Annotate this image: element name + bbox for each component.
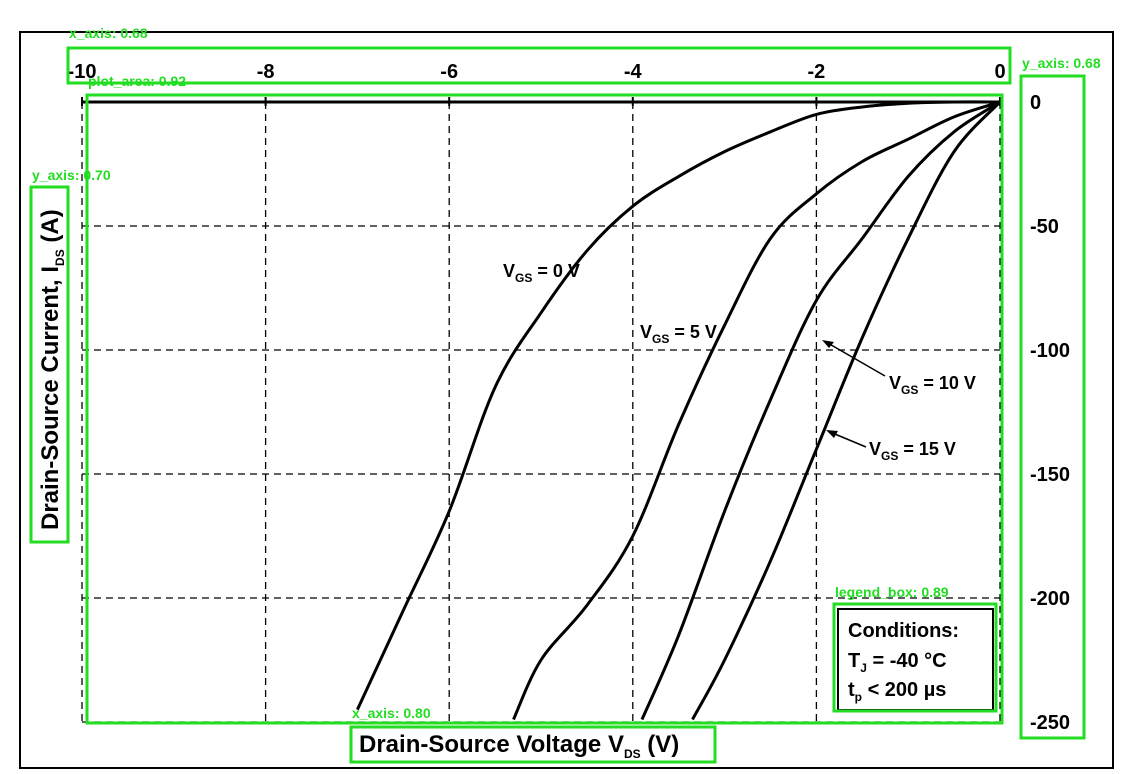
x-tick-label-1: -8: [256, 61, 275, 83]
arrow-vgs-10: [826, 342, 885, 376]
curve-labels: [503, 261, 976, 463]
x-tick-label-0: -10: [67, 61, 97, 83]
label-vgs-15: $V_{GS} = 15$ V: [869, 439, 956, 463]
x-axis-title: Drain-Source Voltage $V_{DS}$ (V): [359, 731, 680, 761]
x-tick-label-5: 0: [994, 61, 1006, 83]
det-label-3: y_axis: 0.70: [32, 167, 111, 183]
y-tick-label-2: -100: [1030, 340, 1071, 362]
label-vgs-0: $V_{GS} = 0$ V: [503, 261, 580, 285]
legend-box: [838, 609, 993, 710]
det-box-x-axis-top: [68, 48, 1010, 83]
legend-line-1: $T_J = -40$ °C: [848, 650, 947, 675]
det-label-0: x_axis: 0.68: [69, 25, 148, 41]
legend-line-2: $t_p < 200$ µs: [848, 679, 947, 704]
x-tick-label-2: -6: [440, 61, 459, 83]
det-label-5: x_axis: 0.80: [352, 705, 431, 721]
det-box-y-axis-right: [1021, 76, 1084, 738]
x-tick-label-4: -2: [807, 61, 826, 83]
arrowhead-vgs-15: [826, 430, 838, 438]
y-axis-title: Drain-Source Current, $I_{DS}$ (A): [37, 209, 67, 530]
y-tick-label-3: -150: [1030, 464, 1071, 486]
y-tick-label-4: -200: [1030, 588, 1071, 610]
label-vgs-10: $V_{GS} = 10$ V: [889, 373, 976, 397]
legend-title: Conditions:: [848, 620, 960, 642]
y-tick-label-0: 0: [1030, 92, 1042, 114]
label-vgs-5: $V_{GS} = 5$ V: [640, 322, 717, 346]
det-label-2: y_axis: 0.68: [1022, 55, 1101, 71]
det-label-4: legend_box: 0.89: [835, 584, 949, 600]
x-tick-label-3: -4: [623, 61, 642, 83]
arrowhead-vgs-10: [822, 340, 834, 348]
y-tick-label-5: -250: [1030, 712, 1071, 734]
y-tick-label-1: -50: [1030, 216, 1059, 238]
det-label-1: plot_area: 0.92: [88, 73, 187, 89]
